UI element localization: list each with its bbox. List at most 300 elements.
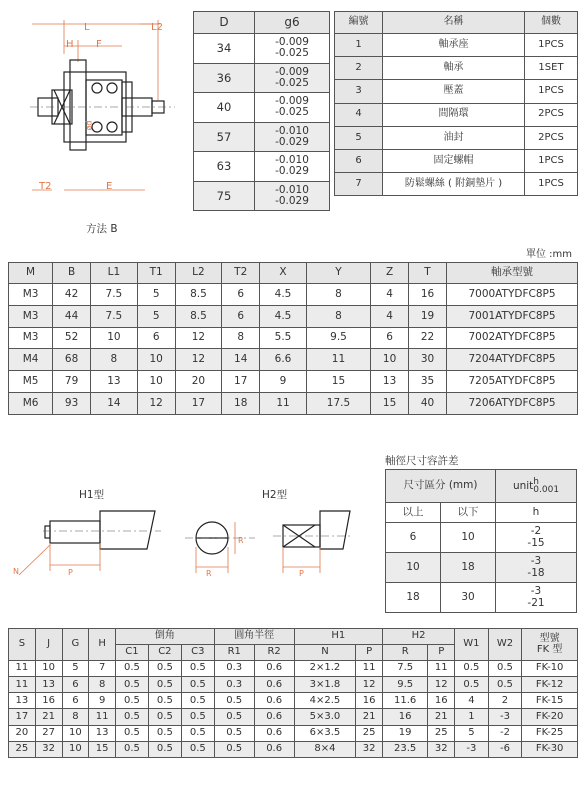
fk-cell: 0.5 — [214, 741, 254, 757]
bearing-table — [8, 262, 578, 415]
table-row — [194, 93, 330, 123]
unit-label: 單位 :mm — [525, 249, 572, 260]
fk-cell: 8 — [89, 677, 116, 693]
fk-cell: 2 — [488, 693, 522, 709]
bearing-cell: 4 — [371, 305, 409, 327]
fk-cell: 11 — [89, 709, 116, 725]
d-cell: 75 — [194, 181, 255, 211]
fk-cell: 10 — [35, 661, 62, 677]
bearing-cell: 16 — [409, 284, 447, 306]
table-row — [335, 103, 578, 126]
fk-cell: 0.5 — [116, 677, 149, 693]
bearing-cell: 14 — [222, 349, 260, 371]
table-row — [386, 583, 577, 613]
bearing-cell: 6.6 — [260, 349, 307, 371]
fk-cell: -3 — [488, 709, 522, 725]
th-no: 編號 — [335, 12, 383, 34]
th-sub: R — [383, 645, 428, 661]
bearing-cell: 5 — [137, 284, 175, 306]
fk-cell: 25 — [356, 725, 383, 741]
fk-cell: 0.6 — [254, 741, 294, 757]
th-d: D — [194, 12, 255, 34]
table-row — [194, 122, 330, 152]
bearing-cell: 35 — [409, 371, 447, 393]
fk-cell: 0.5 — [116, 741, 149, 757]
bearing-cell: 8.5 — [175, 284, 222, 306]
fk-cell: 0.3 — [214, 677, 254, 693]
th-col: L2 — [175, 263, 222, 284]
bearing-cell: 10 — [91, 327, 138, 349]
fk-cell: 0.6 — [254, 693, 294, 709]
h1-drawing — [15, 505, 165, 585]
fk-cell: 20 — [9, 725, 36, 741]
tolerance-title: 軸徑尺寸容許差 — [385, 455, 459, 467]
th-H2: H2 — [383, 629, 455, 645]
dim-T2: T2 — [39, 181, 52, 192]
fk-cell: 0.5 — [181, 725, 214, 741]
tol-h — [496, 523, 577, 553]
g6-cell — [255, 181, 330, 211]
part-qty: 2PCS — [525, 126, 578, 149]
table-row — [335, 80, 578, 103]
bearing-cell: 6 — [137, 327, 175, 349]
h2-title: H2型 — [262, 489, 288, 501]
tol-h-lower: -21 — [527, 596, 545, 609]
table-row — [9, 392, 578, 414]
fk-cell: 25 — [428, 725, 455, 741]
fk-cell: 11 — [428, 661, 455, 677]
th-H: H — [89, 629, 116, 661]
table-row — [9, 305, 578, 327]
th-unit-sub: 0.001 — [533, 485, 560, 495]
th-unit-h: h — [533, 476, 539, 487]
g6-cell — [255, 34, 330, 64]
dim-d: ød — [84, 120, 94, 131]
th-fillet: 圓角半徑 — [214, 629, 294, 645]
h1-title: H1型 — [79, 489, 105, 501]
fk-cell: 6 — [62, 677, 89, 693]
fk-cell: 0.5 — [214, 709, 254, 725]
fk-cell: 13 — [9, 693, 36, 709]
th-sub: P — [356, 645, 383, 661]
part-no: 1 — [335, 34, 383, 57]
tol-h-upper: -3 — [530, 585, 542, 598]
bearing-cell: 10 — [371, 349, 409, 371]
fk-cell: 0.5 — [148, 693, 181, 709]
th-unit — [496, 470, 577, 503]
th-col: T2 — [222, 263, 260, 284]
th-col: L1 — [91, 263, 138, 284]
table-row — [335, 57, 578, 80]
th-sub: R2 — [254, 645, 294, 661]
th-sub: N — [294, 645, 356, 661]
fk-cell: 0.5 — [214, 693, 254, 709]
part-name: 防鬆螺絲 ( 附銅墊片 ) — [383, 173, 525, 196]
fk-cell: FK-25 — [522, 725, 578, 741]
bearing-cell: 4.5 — [260, 305, 307, 327]
bearing-cell: 7205ATYDFC8P5 — [447, 371, 578, 393]
table-row — [335, 126, 578, 149]
h1-dim-N: N — [13, 567, 19, 576]
d-cell: 36 — [194, 63, 255, 93]
dim-F: F — [96, 39, 102, 50]
part-name: 間隔環 — [383, 103, 525, 126]
bearing-cell: 17.5 — [306, 392, 370, 414]
fk-cell: 0.5 — [181, 709, 214, 725]
bearing-cell: 8.5 — [175, 305, 222, 327]
bearing-cell: 11 — [306, 349, 370, 371]
h1-dim-P: P — [68, 568, 73, 577]
table-row — [335, 34, 578, 57]
d-cell: 40 — [194, 93, 255, 123]
g6-upper: -0.010 — [275, 154, 309, 167]
bearing-cell: 9 — [260, 371, 307, 393]
part-name: 固定螺帽 — [383, 149, 525, 172]
bearing-cell: 6 — [371, 327, 409, 349]
part-qty: 2PCS — [525, 103, 578, 126]
part-qty: 1PCS — [525, 173, 578, 196]
bearing-cell: 44 — [53, 305, 91, 327]
fk-cell: 32 — [356, 741, 383, 757]
bearing-cell: 7206ATYDFC8P5 — [447, 392, 578, 414]
bearing-cell: 7000ATYDFC8P5 — [447, 284, 578, 306]
fk-cell: 12 — [356, 677, 383, 693]
th-col: T1 — [137, 263, 175, 284]
fk-cell: FK-12 — [522, 677, 578, 693]
fk-cell: 15 — [89, 741, 116, 757]
tol-h-lower: -15 — [527, 536, 545, 549]
tol-h — [496, 553, 577, 583]
bearing-cell: M3 — [9, 284, 53, 306]
tol-above: 6 — [386, 523, 441, 553]
part-name: 軸承 — [383, 57, 525, 80]
fk-cell: 17 — [9, 709, 36, 725]
th-G: G — [62, 629, 89, 661]
th-W2: W2 — [488, 629, 522, 661]
g6-upper: -0.010 — [275, 183, 309, 196]
fk-cell: 16 — [428, 693, 455, 709]
fk-cell: 13 — [35, 677, 62, 693]
fk-cell: 6 — [62, 693, 89, 709]
dim-L2: L2 — [151, 22, 163, 33]
g6-upper: -0.010 — [275, 124, 309, 137]
table-row — [194, 63, 330, 93]
bearing-cell: 8 — [222, 327, 260, 349]
fk-cell: 0.5 — [116, 693, 149, 709]
fk-cell: 0.5 — [488, 661, 522, 677]
g6-lower: -0.025 — [275, 76, 309, 89]
fk-cell: 0.5 — [148, 725, 181, 741]
bearing-cell: 6 — [222, 284, 260, 306]
th-below: 以下 — [441, 503, 496, 523]
table-row — [335, 173, 578, 196]
fk-cell: 0.6 — [254, 677, 294, 693]
fk-cell: 23.5 — [383, 741, 428, 757]
fk-cell: 0.5 — [116, 661, 149, 677]
bearing-cell: M5 — [9, 371, 53, 393]
table-row — [386, 523, 577, 553]
fk-cell: -3 — [455, 741, 489, 757]
fk-cell: 2×1.2 — [294, 661, 356, 677]
fk-cell: 32 — [35, 741, 62, 757]
dim-L: L — [84, 22, 90, 33]
d-cell: 34 — [194, 34, 255, 64]
h2-dim-P: P — [299, 569, 304, 578]
g6-cell — [255, 122, 330, 152]
fk-cell: 4 — [455, 693, 489, 709]
fk-cell: 5×3.0 — [294, 709, 356, 725]
fk-cell: 0.5 — [148, 741, 181, 757]
part-no: 4 — [335, 103, 383, 126]
th-S: S — [9, 629, 36, 661]
th-model-sub: FK 型 — [536, 643, 563, 655]
fk-cell: -2 — [488, 725, 522, 741]
dim-H: H — [66, 39, 74, 50]
bearing-cell: 17 — [175, 392, 222, 414]
th-h: h — [496, 503, 577, 523]
bearing-cell: 7001ATYDFC8P5 — [447, 305, 578, 327]
bearing-cell: M3 — [9, 305, 53, 327]
bearing-cell: 12 — [137, 392, 175, 414]
tol-above: 10 — [386, 553, 441, 583]
fk-cell: 0.6 — [254, 725, 294, 741]
fk-cell: 8×4 — [294, 741, 356, 757]
bearing-cell: 7.5 — [91, 284, 138, 306]
th-W1: W1 — [455, 629, 489, 661]
bearing-cell: 68 — [53, 349, 91, 371]
th-col: X — [260, 263, 307, 284]
tol-below: 18 — [441, 553, 496, 583]
tolerance-table — [385, 469, 577, 613]
bearing-cell: 7.5 — [91, 305, 138, 327]
h2-dim-R-bottom: R — [206, 569, 212, 578]
bearing-cell: 8 — [306, 284, 370, 306]
bearing-cell: 13 — [91, 371, 138, 393]
fk-cell: 0.5 — [181, 677, 214, 693]
th-unit-text: unit — [512, 480, 534, 492]
table-row — [9, 741, 578, 757]
fk-cell: 9.5 — [383, 677, 428, 693]
tol-h-lower: -18 — [527, 566, 545, 579]
part-no: 3 — [335, 80, 383, 103]
fk-cell: 11 — [9, 677, 36, 693]
th-qty: 個數 — [525, 12, 578, 34]
th-J: J — [35, 629, 62, 661]
tol-h-upper: -2 — [530, 525, 542, 538]
th-name: 名稱 — [383, 12, 525, 34]
g6-upper: -0.009 — [275, 36, 309, 49]
fk-cell: 0.5 — [116, 725, 149, 741]
fk-cell: 4×2.5 — [294, 693, 356, 709]
parts-table — [334, 11, 578, 196]
bearing-cell: 52 — [53, 327, 91, 349]
th-model — [522, 629, 578, 661]
fk-cell: 25 — [9, 741, 36, 757]
bearing-cell: 22 — [409, 327, 447, 349]
fk-cell: 32 — [428, 741, 455, 757]
th-col: Y — [306, 263, 370, 284]
fk-cell: 10 — [62, 741, 89, 757]
fk-cell: 21 — [35, 709, 62, 725]
fk-cell: 16 — [383, 709, 428, 725]
fk-cell: 8 — [62, 709, 89, 725]
bearing-cell: 13 — [371, 371, 409, 393]
bearing-cell: 6 — [222, 305, 260, 327]
fk-cell: 0.5 — [148, 709, 181, 725]
th-sub: R1 — [214, 645, 254, 661]
table-row — [194, 34, 330, 64]
bearing-cell: 15 — [306, 371, 370, 393]
part-name: 壓蓋 — [383, 80, 525, 103]
fk-cell: 5 — [62, 661, 89, 677]
fk-cell: 0.5 — [116, 709, 149, 725]
part-no: 5 — [335, 126, 383, 149]
bearing-cell: 5.5 — [260, 327, 307, 349]
g6-cell — [255, 93, 330, 123]
fk-cell: 7 — [89, 661, 116, 677]
bearing-cell: 10 — [137, 371, 175, 393]
fk-cell: 0.5 — [148, 661, 181, 677]
th-sub: C2 — [148, 645, 181, 661]
bearing-cell: 8 — [306, 305, 370, 327]
bearing-cell: 40 — [409, 392, 447, 414]
bearing-cell: 15 — [371, 392, 409, 414]
d-g6-table — [193, 11, 330, 211]
bearing-cell: M3 — [9, 327, 53, 349]
fk-cell: FK-20 — [522, 709, 578, 725]
part-qty: 1SET — [525, 57, 578, 80]
fk-cell: 0.5 — [181, 661, 214, 677]
fk-cell: 1 — [455, 709, 489, 725]
fk-cell: 9 — [89, 693, 116, 709]
dim-E: E — [106, 181, 113, 192]
tol-h-upper: -3 — [530, 555, 542, 568]
bearing-cell: 9.5 — [306, 327, 370, 349]
bearing-cell: 4.5 — [260, 284, 307, 306]
th-col: M — [9, 263, 53, 284]
fk-cell: 7.5 — [383, 661, 428, 677]
th-col: B — [53, 263, 91, 284]
bearing-cell: 5 — [137, 305, 175, 327]
fk-cell: 0.6 — [254, 661, 294, 677]
fk-cell: 16 — [35, 693, 62, 709]
fk-cell: FK-15 — [522, 693, 578, 709]
fk-cell: 10 — [62, 725, 89, 741]
th-col: 軸承型號 — [447, 263, 578, 284]
fk-cell: 19 — [383, 725, 428, 741]
bearing-cell: 17 — [222, 371, 260, 393]
fk-cell: -6 — [488, 741, 522, 757]
fk-cell: 0.5 — [214, 725, 254, 741]
fk-cell: 12 — [428, 677, 455, 693]
fk-cell: 27 — [35, 725, 62, 741]
bearing-cell: 20 — [175, 371, 222, 393]
th-range: 尺寸區分 (mm) — [386, 470, 496, 503]
fk-cell: 0.5 — [148, 677, 181, 693]
table-row — [9, 693, 578, 709]
table-row — [9, 725, 578, 741]
g6-lower: -0.025 — [275, 47, 309, 60]
table-row — [9, 709, 578, 725]
fk-cell: 11 — [356, 661, 383, 677]
g6-upper: -0.009 — [275, 65, 309, 78]
bearing-cell: 18 — [222, 392, 260, 414]
bearing-cell: M4 — [9, 349, 53, 371]
g6-upper: -0.009 — [275, 95, 309, 108]
bearing-cell: 12 — [175, 349, 222, 371]
bearing-cell: 30 — [409, 349, 447, 371]
fk-cell: 0.5 — [455, 677, 489, 693]
fk-cell: 6×3.5 — [294, 725, 356, 741]
g6-lower: -0.025 — [275, 106, 309, 119]
fk-cell: 11.6 — [383, 693, 428, 709]
fk-cell: 0.5 — [181, 693, 214, 709]
fk-cell: 13 — [89, 725, 116, 741]
part-no: 2 — [335, 57, 383, 80]
table-row — [9, 677, 578, 693]
th-g6: g6 — [255, 12, 330, 34]
d-cell: 57 — [194, 122, 255, 152]
g6-lower: -0.029 — [275, 165, 309, 178]
bearing-cell: 14 — [91, 392, 138, 414]
bearing-cell: 4 — [371, 284, 409, 306]
tol-below: 10 — [441, 523, 496, 553]
fk-cell: FK-10 — [522, 661, 578, 677]
fk-cell: 0.5 — [488, 677, 522, 693]
h2-dim-R-side: R — [238, 536, 244, 545]
table-row — [9, 371, 578, 393]
bearing-cell: 42 — [53, 284, 91, 306]
fk-cell: 0.6 — [254, 709, 294, 725]
fk-table — [8, 628, 578, 758]
table-row — [9, 661, 578, 677]
fk-cell: 21 — [428, 709, 455, 725]
th-H1: H1 — [294, 629, 382, 645]
assembly-drawing — [30, 10, 180, 195]
tol-above: 18 — [386, 583, 441, 613]
bearing-cell: 93 — [53, 392, 91, 414]
bearing-cell: M6 — [9, 392, 53, 414]
tol-h — [496, 583, 577, 613]
th-model-text: 型號 — [539, 633, 560, 645]
table-row — [9, 327, 578, 349]
part-qty: 1PCS — [525, 34, 578, 57]
th-sub: P — [428, 645, 455, 661]
th-col: T — [409, 263, 447, 284]
table-row — [194, 152, 330, 182]
tol-below: 30 — [441, 583, 496, 613]
table-row — [9, 349, 578, 371]
th-above: 以上 — [386, 503, 441, 523]
fk-cell: 21 — [356, 709, 383, 725]
th-chamfer: 倒角 — [116, 629, 215, 645]
g6-lower: -0.029 — [275, 194, 309, 207]
g6-cell — [255, 152, 330, 182]
part-qty: 1PCS — [525, 80, 578, 103]
part-no: 6 — [335, 149, 383, 172]
part-name: 軸承座 — [383, 34, 525, 57]
part-name: 油封 — [383, 126, 525, 149]
fk-cell: 11 — [9, 661, 36, 677]
g6-cell — [255, 63, 330, 93]
bearing-cell: 12 — [175, 327, 222, 349]
fk-cell: 0.5 — [181, 741, 214, 757]
bearing-cell: 8 — [91, 349, 138, 371]
table-row — [194, 181, 330, 211]
d-cell: 63 — [194, 152, 255, 182]
fk-cell: 0.5 — [455, 661, 489, 677]
bearing-cell: 7204ATYDFC8P5 — [447, 349, 578, 371]
